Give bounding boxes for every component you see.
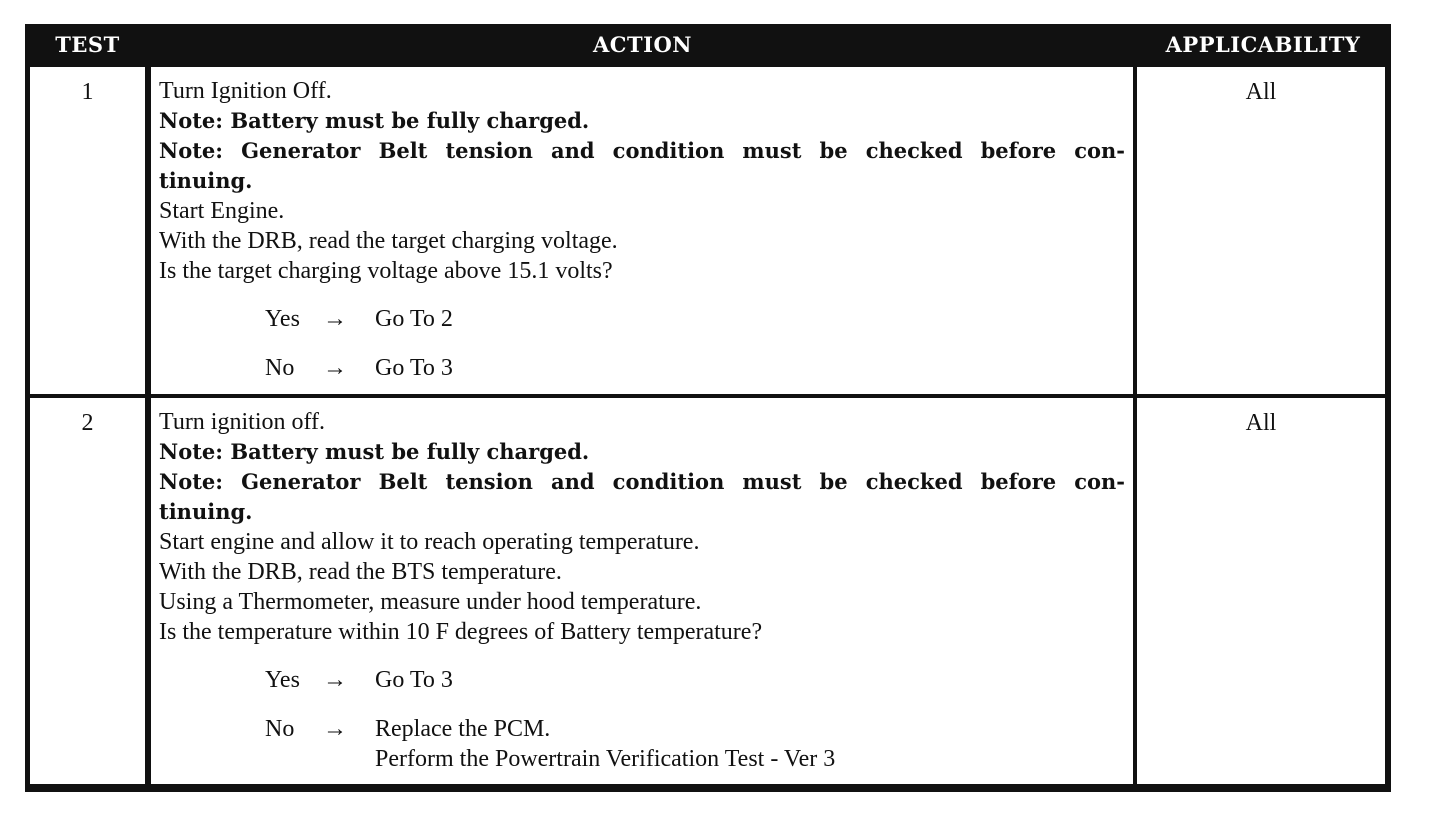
row2-note-belt-cont: tinuing. (159, 499, 253, 524)
row1-action-cell (151, 67, 1133, 394)
row2-branch-no (159, 714, 1125, 784)
branch-result: Go To 3 (375, 667, 453, 693)
branch-answer: No (265, 716, 295, 742)
branch-answer: No (265, 355, 295, 381)
branch-answer: Yes (265, 306, 300, 332)
right-arrow-icon: → (323, 306, 347, 332)
branch-result-line: Replace the PCM. (375, 716, 551, 742)
row2-action-cell (151, 398, 1133, 784)
branch-result-line: Perform the Powertrain Verification Test - Ver 3 (375, 746, 836, 772)
row1-note-belt-cont: tinuing. (159, 168, 253, 193)
row1-note-belt: Note: Generator Belt tension and condition must be checked before con- (159, 138, 1125, 163)
row2-step: Using a Thermometer, measure under hood temperature. (159, 589, 702, 615)
row2-branch-yes (159, 665, 1125, 714)
row2-step: Start engine and allow it to reach operating temperature. (159, 529, 700, 555)
row2-question: Is the temperature within 10 F degrees of Battery temperature? (159, 619, 763, 645)
branch-result: Go To 2 (375, 306, 453, 332)
header-test: TEST (55, 31, 120, 57)
diagnostic-test-table (25, 24, 1391, 792)
row1-branch-yes (159, 304, 1125, 353)
branch-answer: Yes (265, 667, 300, 693)
right-arrow-icon: → (323, 716, 347, 742)
row1-step: With the DRB, read the target charging voltage. (159, 228, 618, 254)
branch-result (375, 714, 835, 774)
row1-step: Start Engine. (159, 198, 285, 224)
row2-test-number: 2 (30, 398, 145, 784)
row2-step: With the DRB, read the BTS temperature. (159, 559, 562, 585)
row1-note-battery: Note: Battery must be fully charged. (159, 108, 590, 133)
row2-note-belt: Note: Generator Belt tension and condition must be checked before con- (159, 469, 1125, 494)
right-arrow-icon: → (323, 667, 347, 693)
right-arrow-icon: → (323, 355, 347, 381)
row2-applicability: All (1137, 398, 1385, 784)
row2-note-battery: Note: Battery must be fully charged. (159, 439, 590, 464)
row1-question: Is the target charging voltage above 15.1 volts? (159, 258, 613, 284)
header-applicability: APPLICABILITY (1165, 31, 1361, 57)
row1-branch-no (159, 353, 1125, 402)
row1-step: Turn Ignition Off. (159, 78, 332, 104)
row1-test-number: 1 (30, 67, 145, 394)
row1-applicability: All (1137, 67, 1385, 394)
row1-branches (159, 304, 1125, 402)
row2-branches (159, 665, 1125, 784)
row2-step: Turn ignition off. (159, 409, 326, 435)
branch-result: Go To 3 (375, 355, 453, 381)
header-action: ACTION (593, 31, 692, 57)
